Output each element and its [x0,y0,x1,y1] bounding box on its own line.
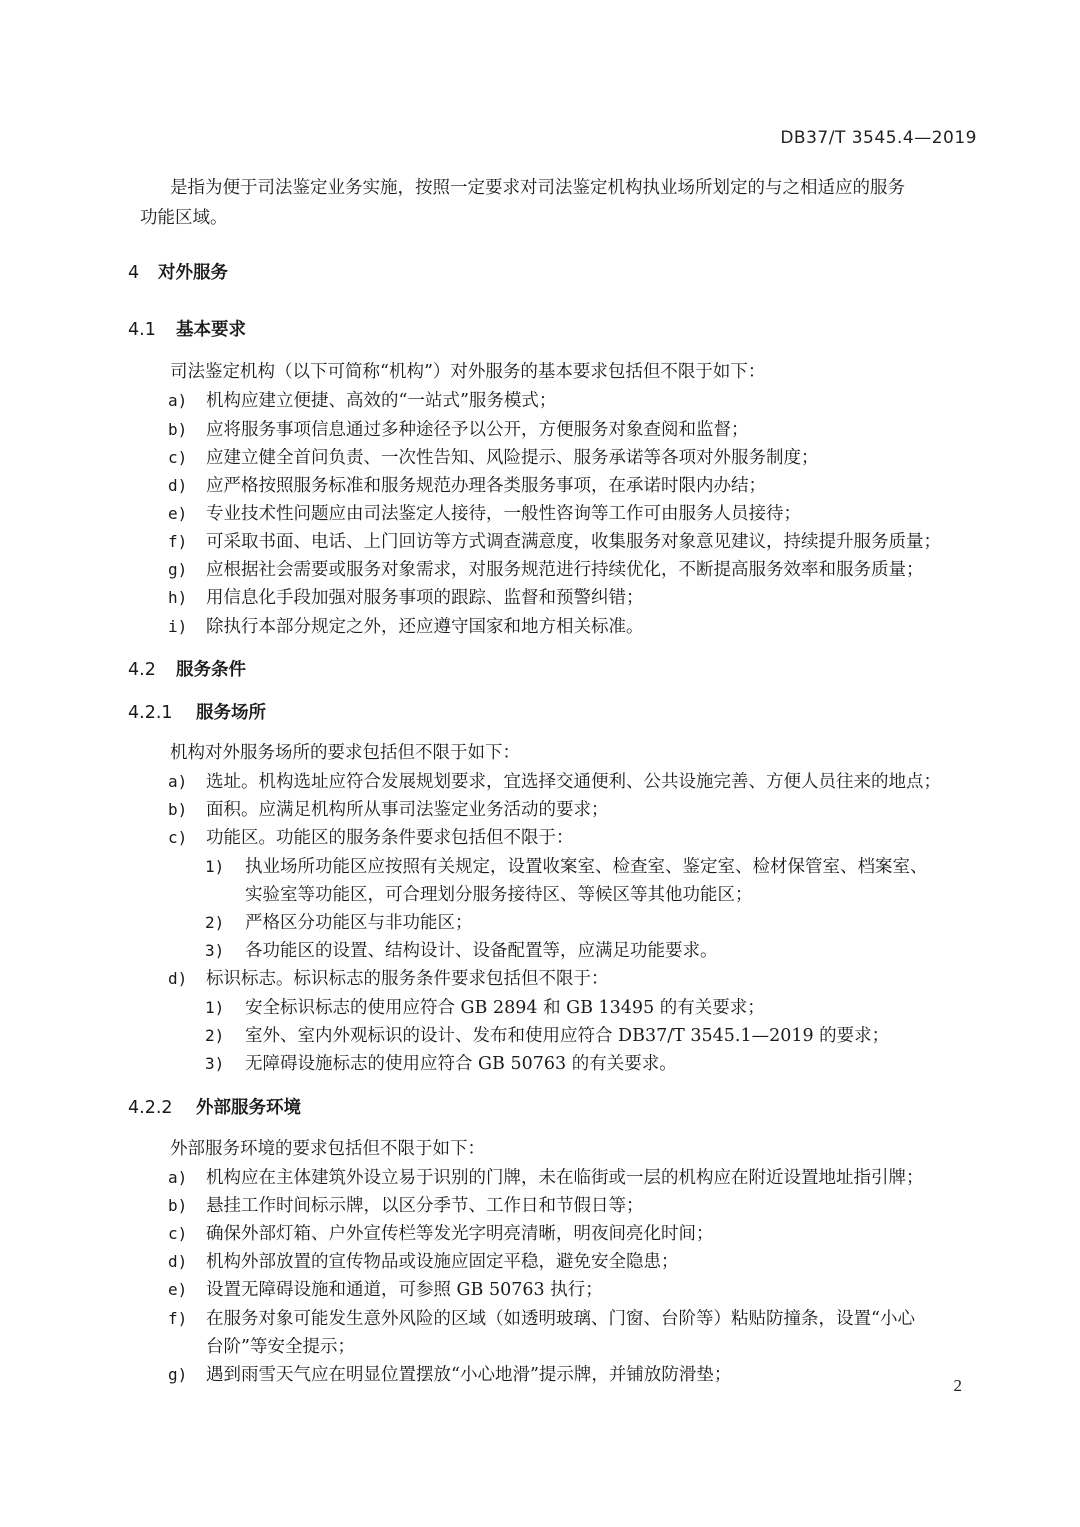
list-label: f) [168,532,188,551]
list-text: 执业场所功能区应按照有关规定，设置收案室、检查室、鉴定室、检材保管室、档案室、 [245,857,928,877]
list-label: e) [168,1280,188,1299]
list-label: c) [168,1224,188,1243]
list-text: 应将服务事项信息通过多种途径予以公开，方便服务对象查阅和监督； [206,420,749,440]
list-text: 应建立健全首问负责、一次性告知、风险提示、服务承诺等各项对外服务制度； [206,448,819,468]
list-label: 3) [205,941,225,960]
list-text: 应严格按照服务标准和服务规范办理各类服务事项，在承诺时限内办结； [206,476,766,496]
list-text: 机构外部放置的宣传物品或设施应固定平稳，避免安全隐患； [206,1252,679,1272]
list-item [168,1222,714,1246]
list-label: 2) [205,1026,225,1045]
intro-line-2: 功能区域。 [140,208,228,228]
list-label: a) [168,772,188,791]
list-item [168,474,766,498]
section-title: 服务条件 [176,660,246,680]
list-item [168,1307,915,1331]
list-text: 确保外部灯箱、户外宣传栏等发光字明亮清晰，明夜间亮化时间； [206,1224,714,1244]
section-4-heading [128,261,228,285]
list-label: h) [168,588,188,607]
list-text: 功能区。功能区的服务条件要求包括但不限于： [206,828,574,848]
section-title: 服务场所 [196,703,266,723]
list-label: d) [168,969,188,988]
sub-list-item-continuation: 实验室等功能区，可合理划分服务接待区、等候区等其他功能区； [245,885,753,905]
list-item [168,826,574,850]
list-item [168,615,644,639]
list-label: b) [168,420,188,439]
list-item [168,770,941,794]
section-4-2-1-intro: 机构对外服务场所的要求包括但不限于如下： [170,743,520,763]
list-label: d) [168,476,188,495]
list-text: 悬挂工作时间标示牌，以区分季节、工作日和节假日等； [206,1196,644,1216]
list-label: 1) [205,857,225,876]
section-4-1-intro: 司法鉴定机构（以下可简称“机构”）对外服务的基本要求包括但不限于如下： [170,362,766,382]
list-label: a) [168,1168,188,1187]
list-text: 室外、室内外观标识的设计、发布和使用应符合 DB37/T 3545.1—2019 的要求； [245,1026,890,1046]
list-item [168,586,644,610]
list-label: i) [168,617,188,636]
list-item [168,502,801,526]
list-item [168,1363,731,1387]
list-item-continuation: 台阶”等安全提示； [206,1337,355,1357]
section-number: 4 [128,263,140,283]
list-label: 2) [205,913,225,932]
list-item [168,1278,603,1302]
list-item [168,1194,644,1218]
section-number: 4.1 [128,320,156,340]
section-number: 4.2.1 [128,703,173,723]
sub-list-item [205,1024,889,1048]
list-label: g) [168,1365,188,1384]
list-text: 在服务对象可能发生意外风险的区域（如透明玻璃、门窗、台阶等）粘贴防撞条，设置“小心 [206,1309,915,1329]
section-4-1-heading [128,318,246,342]
list-text: 机构应建立便捷、高效的“一站式”服务模式； [206,391,557,411]
list-label: f) [168,1309,188,1328]
sub-list-item [205,996,765,1020]
sub-list-item [205,1052,677,1076]
list-text: 机构应在主体建筑外设立易于识别的门牌，未在临街或一层的机构应在附近设置地址指引牌； [206,1168,924,1188]
list-text: 严格区分功能区与非功能区； [245,913,473,933]
intro-line-1: 是指为便于司法鉴定业务实施，按照一定要求对司法鉴定机构执业场所划定的与之相适应的服务 [170,178,905,198]
list-text: 除执行本部分规定之外，还应遵守国家和地方相关标准。 [206,617,644,637]
list-item [168,1166,924,1190]
list-text: 设置无障碍设施和通道，可参照 GB 50763 执行； [206,1280,603,1300]
list-item [168,1250,679,1274]
list-label: 1) [205,998,225,1017]
list-label: d) [168,1252,188,1271]
list-label: g) [168,560,188,579]
sub-list-item [205,911,473,935]
list-text: 可采取书面、电话、上门回访等方式调查满意度，收集服务对象意见建议，持续提升服务质量； [206,532,941,552]
section-number: 4.2.2 [128,1098,173,1118]
section-title: 对外服务 [158,263,228,283]
list-label: b) [168,800,188,819]
list-text: 用信息化手段加强对服务事项的跟踪、监督和预警纠错； [206,588,644,608]
list-item [168,558,924,582]
list-text: 标识标志。标识标志的服务条件要求包括但不限于： [206,969,609,989]
list-label: 3) [205,1054,225,1073]
list-label: a) [168,391,188,410]
section-4-2-2-heading [128,1096,301,1120]
list-text: 专业技术性问题应由司法鉴定人接待，一般性咨询等工作可由服务人员接待； [206,504,801,524]
list-item [168,798,609,822]
list-text: 遇到雨雪天气应在明显位置摆放“小心地滑”提示牌，并铺放防滑垫； [206,1365,732,1385]
sub-list-item [205,939,718,963]
list-item [168,418,749,442]
section-title: 外部服务环境 [196,1098,301,1118]
list-item [168,967,609,991]
document-code: DB37/T 3545.4—2019 [780,128,977,148]
section-4-2-2-intro: 外部服务环境的要求包括但不限于如下： [170,1139,485,1159]
list-label: b) [168,1196,188,1215]
list-text: 安全标识标志的使用应符合 GB 2894 和 GB 13495 的有关要求； [245,998,765,1018]
list-item [168,446,819,470]
section-4-2-1-heading [128,701,266,725]
page-number: 2 [953,1376,962,1395]
list-item [168,530,941,554]
section-title: 基本要求 [176,320,246,340]
list-text: 各功能区的设置、结构设计、设备配置等，应满足功能要求。 [245,941,718,961]
list-label: c) [168,828,188,847]
list-text: 应根据社会需要或服务对象需求，对服务规范进行持续优化，不断提高服务效率和服务质量； [206,560,924,580]
list-label: e) [168,504,188,523]
list-text: 无障碍设施标志的使用应符合 GB 50763 的有关要求。 [245,1054,677,1074]
list-item [168,389,556,413]
sub-list-item [205,855,928,879]
section-4-2-heading [128,658,246,682]
section-number: 4.2 [128,660,156,680]
list-text: 面积。应满足机构所从事司法鉴定业务活动的要求； [206,800,609,820]
list-label: c) [168,448,188,467]
list-text: 选址。机构选址应符合发展规划要求，宜选择交通便利、公共设施完善、方便人员往来的地点； [206,772,941,792]
